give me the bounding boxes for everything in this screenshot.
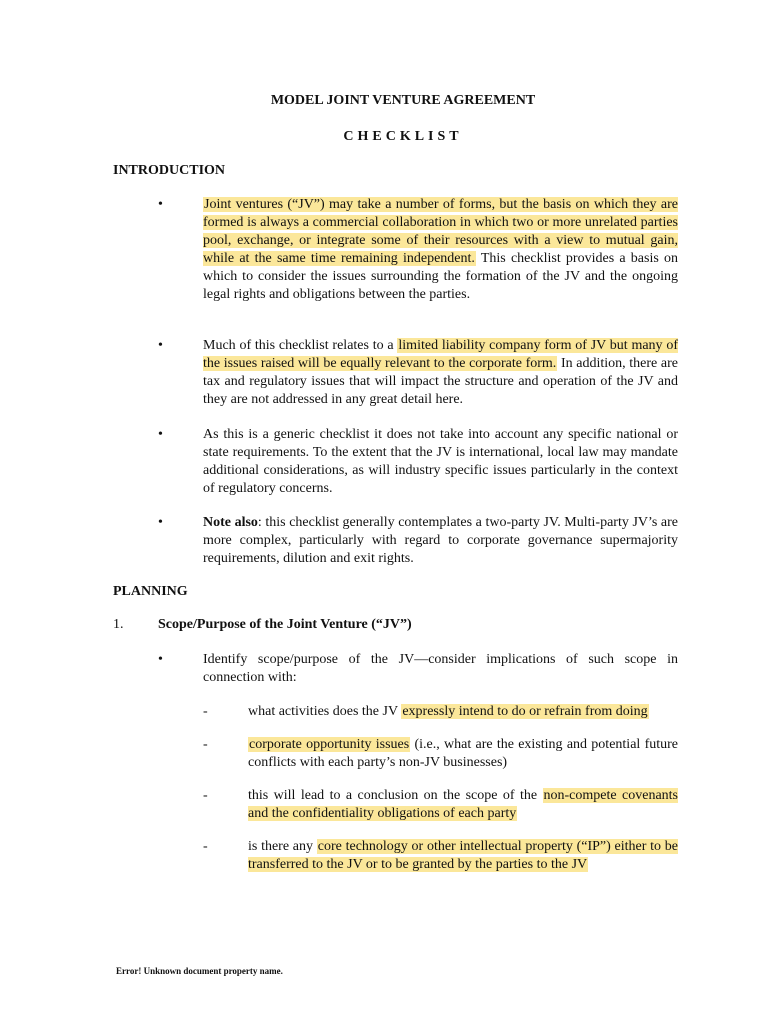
text-run: is there any bbox=[248, 839, 317, 854]
highlighted-text: corporate opportunity issues bbox=[249, 737, 410, 752]
bullet-icon: • bbox=[158, 652, 163, 667]
dash-marker: - bbox=[203, 839, 208, 854]
intro-paragraph bbox=[203, 426, 678, 498]
dash-marker: - bbox=[203, 704, 208, 719]
highlighted-text: limited liability company form of JV but many of the issues raised will be equally relevant to the corporate form. bbox=[203, 338, 678, 371]
text-run: (i.e., what are the existing and potential future conflicts with each party’s non-JV businesses) bbox=[248, 737, 678, 770]
document-subtitle: CHECKLIST bbox=[343, 129, 463, 144]
section-heading-introduction: INTRODUCTION bbox=[113, 163, 226, 178]
text-run: what activities does the JV bbox=[248, 704, 402, 719]
bullet-icon: • bbox=[158, 515, 163, 530]
page-footer: Error! Unknown document property name. bbox=[116, 966, 283, 976]
planning-subitem bbox=[248, 787, 678, 823]
dash-marker: - bbox=[203, 737, 208, 752]
planning-subitem bbox=[248, 838, 678, 874]
planning-subitem bbox=[248, 736, 678, 772]
planning-subitem bbox=[248, 703, 678, 721]
intro-paragraph bbox=[203, 514, 678, 568]
text-run: This checklist provides a basis on which to consider the issues surrounding the formation of the JV and the ongoing legal rights and obligations between the parties. bbox=[203, 251, 678, 302]
highlighted-text: expressly intend to do or refrain from doing bbox=[402, 704, 648, 719]
text-run: In addition, there are tax and regulatory issues that will impact the structure and operation of the JV and they are not addressed in any great detail here. bbox=[203, 356, 678, 407]
highlighted-text: non-compete covenants and the confidentiality obligations of each party bbox=[248, 788, 679, 821]
bullet-icon: • bbox=[158, 338, 163, 353]
intro-paragraph bbox=[203, 337, 678, 409]
planning-paragraph: Identify scope/purpose of the JV—consider implications of such scope in connection with: bbox=[203, 652, 678, 685]
section-title: Scope/Purpose of the Joint Venture (“JV”) bbox=[158, 617, 412, 632]
highlighted-text: core technology or other intellectual property (“IP”) either to be transferred to the JV or to be granted by the parties to the JV bbox=[248, 839, 678, 872]
text-run: Much of this checklist relates to a bbox=[203, 338, 398, 353]
section-number: 1. bbox=[113, 617, 124, 632]
bullet-icon: • bbox=[158, 427, 163, 442]
intro-paragraph bbox=[203, 196, 678, 304]
section-heading-planning: PLANNING bbox=[113, 584, 188, 599]
document-title: MODEL JOINT VENTURE AGREEMENT bbox=[270, 93, 536, 108]
highlighted-text: Joint ventures (“JV”) may take a number of forms, but the basis on which they are formed is always a commercial collaboration in which two or more unrelated parties pool, exchange, or integrate some of their resources with a view to mutual gain, while at the same time remaining independent. bbox=[203, 197, 678, 266]
bullet-icon: • bbox=[158, 197, 163, 212]
bold-text: Note also bbox=[203, 515, 258, 530]
text-run: As this is a generic checklist it does not take into account any specific national or state requirements. To the extent that the JV is international, local law may mandate additional considerations, as will industry specific issues particularly in the context of regulatory concerns. bbox=[203, 427, 678, 496]
text-run: : this checklist generally contemplates a two-party JV. Multi-party JV’s are more complex, particularly with regard to corporate governance supermajority requirements, dilution and exit rights. bbox=[203, 515, 679, 566]
text-run: this will lead to a conclusion on the scope of the bbox=[248, 788, 543, 803]
dash-marker: - bbox=[203, 788, 208, 803]
